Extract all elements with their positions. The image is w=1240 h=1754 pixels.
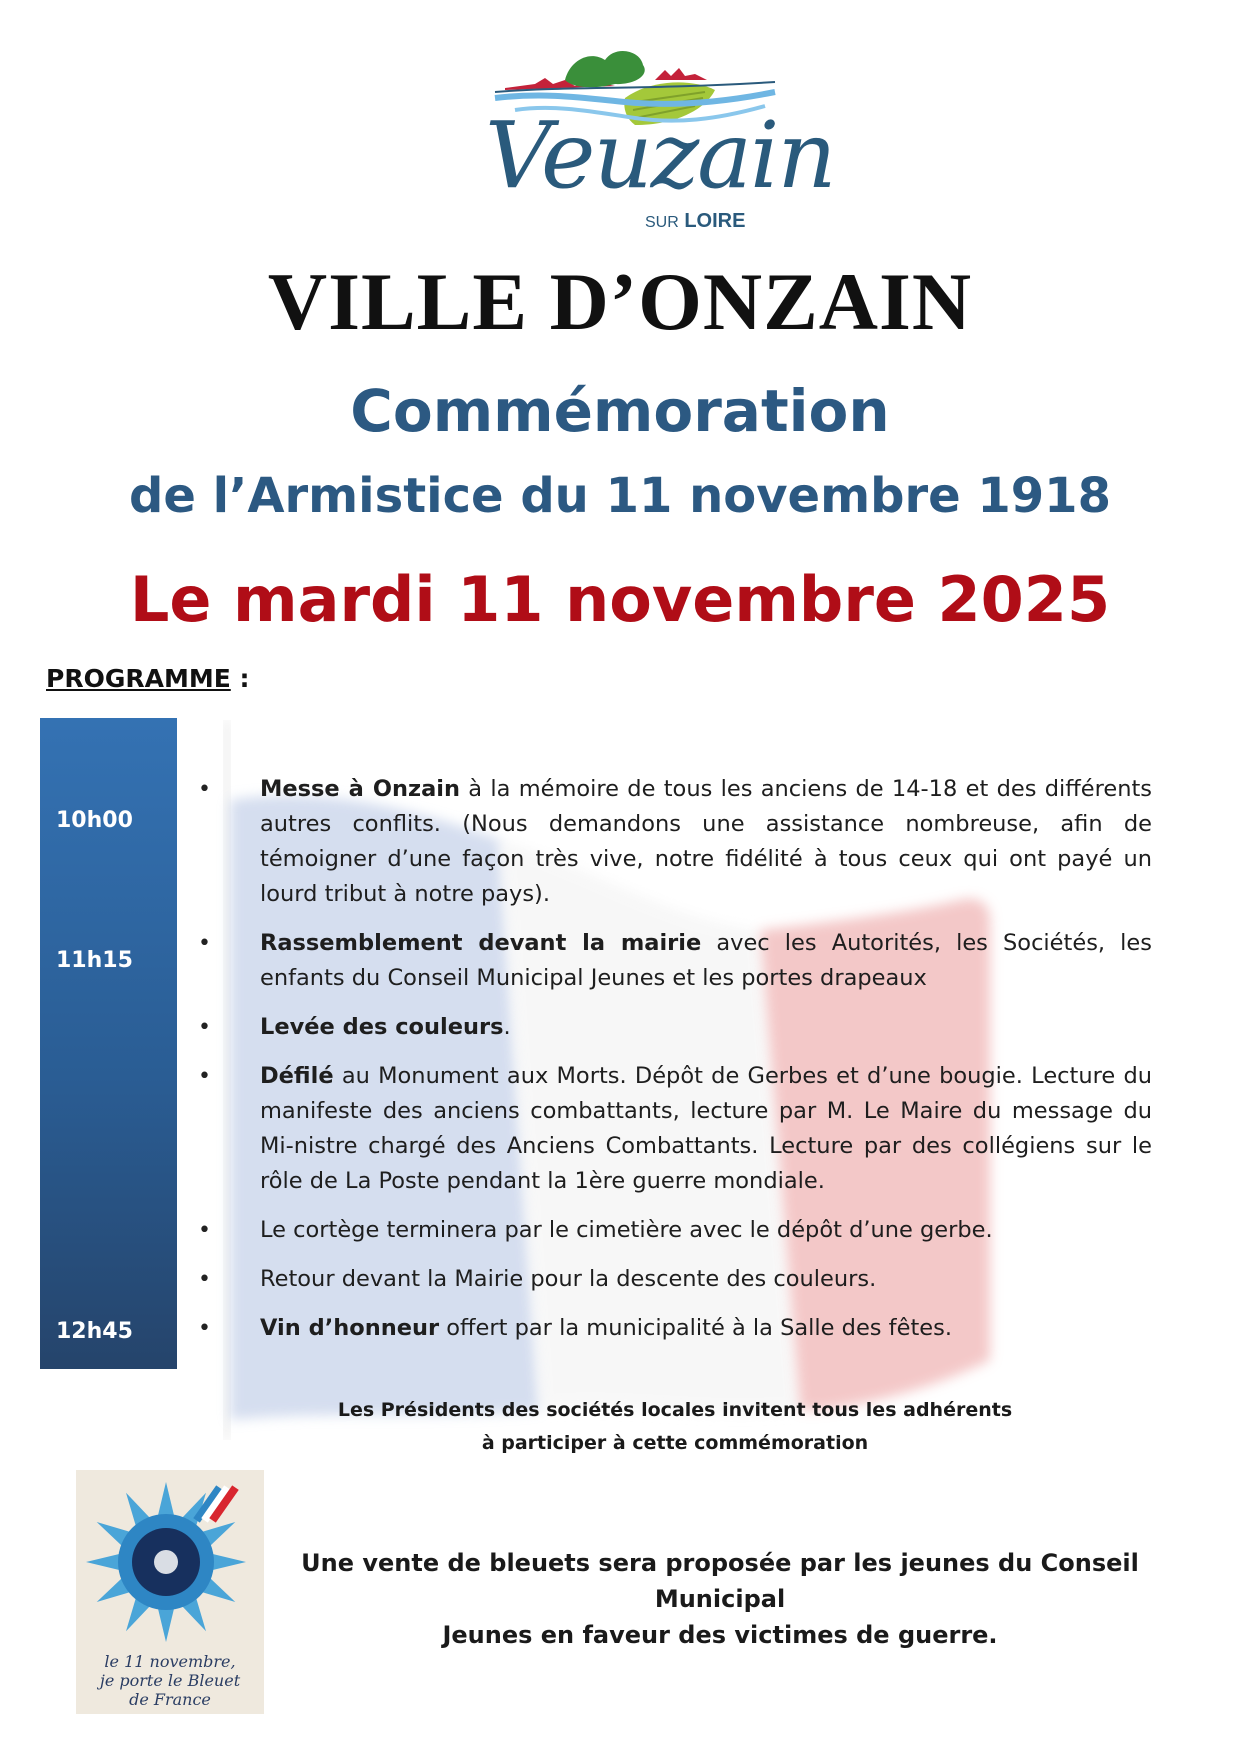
- bleuet-de-france-image: [76, 1470, 264, 1714]
- cornflower-icon: [76, 1470, 264, 1650]
- veuzain-logo: [475, 40, 835, 250]
- town-title: VILLE D’ONZAIN: [267, 256, 973, 347]
- schedule-time-bar: [40, 718, 177, 1369]
- logo-wordmark: Veuzain: [485, 102, 835, 209]
- list-item: • Levée des couleurs.: [198, 1010, 1152, 1045]
- programme-heading: PROGRAMME :: [46, 664, 250, 693]
- list-item: • Défilé au Monument aux Morts. Dépôt de Gerbes et d’une bougie. Lecture du manifeste des anciens combattants, lecture par M. Le Maire du message du Mi-nistre chargé des Anciens Combattants. Lecture par des collégiens sur le rôle de La Poste pendant la 1ère guerre mondiale.: [198, 1059, 1152, 1199]
- commemoration-title: Commémoration: [350, 377, 890, 445]
- list-item: • Retour devant la Mairie pour la descente des couleurs.: [198, 1262, 1152, 1297]
- bleuet-sale-note: Une vente de bleuets sera proposée par les jeunes du Conseil Municipal Jeunes en faveur des victimes de guerre.: [301, 1549, 1139, 1649]
- time-label: 11h15: [56, 948, 133, 973]
- list-item: • Le cortège terminera par le cimetière avec le dépôt d’une gerbe.: [198, 1213, 1152, 1248]
- list-item: • Vin d’honneur offert par la municipalité à la Salle des fêtes.: [198, 1311, 1152, 1346]
- logo-subtitle: SUR LOIRE: [645, 210, 746, 232]
- armistice-subtitle: de l’Armistice du 11 novembre 1918: [129, 468, 1111, 524]
- bleuet-caption: le 11 novembre, je porte le Bleuet de France: [99, 1652, 241, 1709]
- programme-list: [198, 772, 1152, 1346]
- invitation-note: Les Présidents des sociétés locales invitent tous les adhérents à participer à cette commémoration: [337, 1399, 1013, 1454]
- time-label: 10h00: [56, 808, 133, 833]
- list-item: • Messe à Onzain à la mémoire de tous les anciens de 14-18 et des différents autres conflits. (Nous demandons une assistance nombreuse, afin de témoigner d’une façon très vive, notre fidélité à tous ceux qui ont payé un lourd tribut à notre pays).: [198, 772, 1152, 912]
- event-date: Le mardi 11 novembre 2025: [129, 563, 1111, 636]
- list-item: • Rassemblement devant la mairie avec les Autorités, les Sociétés, les enfants du Conseil Municipal Jeunes et les portes drapeaux: [198, 926, 1152, 996]
- time-label: 12h45: [56, 1319, 133, 1344]
